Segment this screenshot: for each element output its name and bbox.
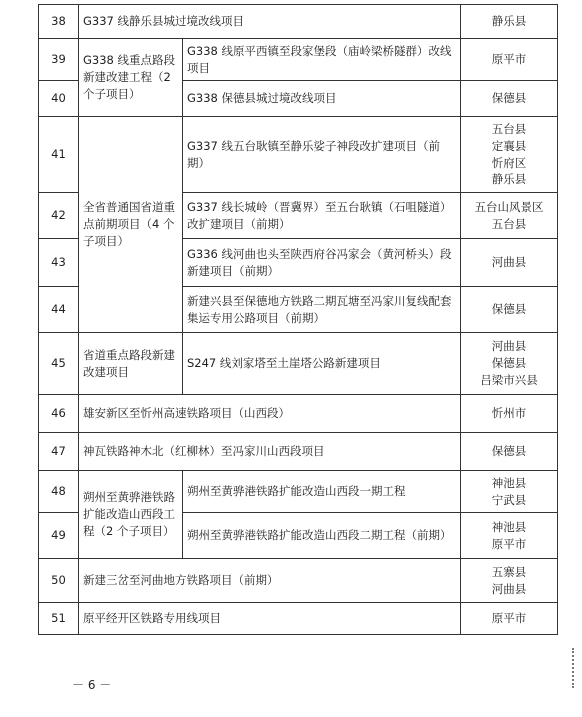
table-row (39, 603, 558, 635)
row-number: 40 (39, 81, 79, 117)
region-cell: 保德县 (461, 433, 558, 471)
project-name: S247 线刘家塔至土崖塔公路新建项目 (183, 333, 461, 395)
row-number: 44 (39, 287, 79, 333)
table-row (39, 117, 558, 193)
row-number: 46 (39, 395, 79, 433)
table-row (39, 559, 558, 603)
region-cell: 五台山风景区 五台县 (461, 193, 558, 239)
project-name: G337 线长城岭（晋冀界）至五台耿镇（石咀隧道）改扩建项目（前期） (183, 193, 461, 239)
region-cell: 五寨县 河曲县 (461, 559, 558, 603)
region-cell: 原平市 (461, 39, 558, 81)
row-number: 47 (39, 433, 79, 471)
table-row (39, 433, 558, 471)
binding-edge-mark (572, 648, 580, 688)
project-name: 雄安新区至忻州高速铁路项目（山西段） (79, 395, 461, 433)
project-name: 神瓦铁路神木北（红柳林）至冯家川山西段项目 (79, 433, 461, 471)
region-cell: 河曲县 保德县 吕梁市兴县 (461, 333, 558, 395)
region-cell: 保德县 (461, 287, 558, 333)
row-number: 51 (39, 603, 79, 635)
row-number: 49 (39, 513, 79, 559)
project-name: 新建兴县至保德地方铁路二期瓦塘至冯家川复线配套集运专用公路项目（前期） (183, 287, 461, 333)
project-name: 朔州至黄骅港铁路扩能改造山西段二期工程（前期） (183, 513, 461, 559)
row-number: 38 (39, 5, 79, 39)
row-number: 42 (39, 193, 79, 239)
project-name: 新建三岔至河曲地方铁路项目（前期） (79, 559, 461, 603)
group-cell: 全省普通国省道重点前期项目（4 个子项目） (79, 117, 183, 333)
project-name: G338 线原平西镇至段家堡段（庙岭梁桥隧群）改线项目 (183, 39, 461, 81)
page-number: － 6 － (72, 678, 112, 692)
project-name: G336 线河曲也头至陕西府谷冯家会（黄河桥头）段新建项目（前期） (183, 239, 461, 287)
region-cell: 神池县 宁武县 (461, 471, 558, 513)
project-name: 原平经开区铁路专用线项目 (79, 603, 461, 635)
project-name: 朔州至黄骅港铁路扩能改造山西段一期工程 (183, 471, 461, 513)
region-cell: 静乐县 (461, 5, 558, 39)
table-row (39, 471, 558, 513)
group-cell: 朔州至黄骅港铁路扩能改造山西段工程（2 个子项目） (79, 471, 183, 559)
project-name: G337 线静乐县城过境改线项目 (79, 5, 461, 39)
table-row (39, 5, 558, 39)
region-cell: 保德县 (461, 81, 558, 117)
row-number: 45 (39, 333, 79, 395)
row-number: 48 (39, 471, 79, 513)
table-row (39, 333, 558, 395)
region-cell: 神池县 原平市 (461, 513, 558, 559)
row-number: 41 (39, 117, 79, 193)
group-cell: G338 线重点路段新建改建工程（2 个子项目） (79, 39, 183, 117)
region-cell: 忻州市 (461, 395, 558, 433)
row-number: 39 (39, 39, 79, 81)
table-row (39, 39, 558, 81)
region-cell: 五台县 定襄县 忻府区 静乐县 (461, 117, 558, 193)
row-number: 43 (39, 239, 79, 287)
region-cell: 河曲县 (461, 239, 558, 287)
row-number: 50 (39, 559, 79, 603)
table-row (39, 395, 558, 433)
project-table (38, 4, 558, 635)
group-cell: 省道重点路段新建改建项目 (79, 333, 183, 395)
region-cell: 原平市 (461, 603, 558, 635)
project-name: G338 保德县城过境改线项目 (183, 81, 461, 117)
project-name: G337 线五台耿镇至静乐娑子神段改扩建项目（前期） (183, 117, 461, 193)
